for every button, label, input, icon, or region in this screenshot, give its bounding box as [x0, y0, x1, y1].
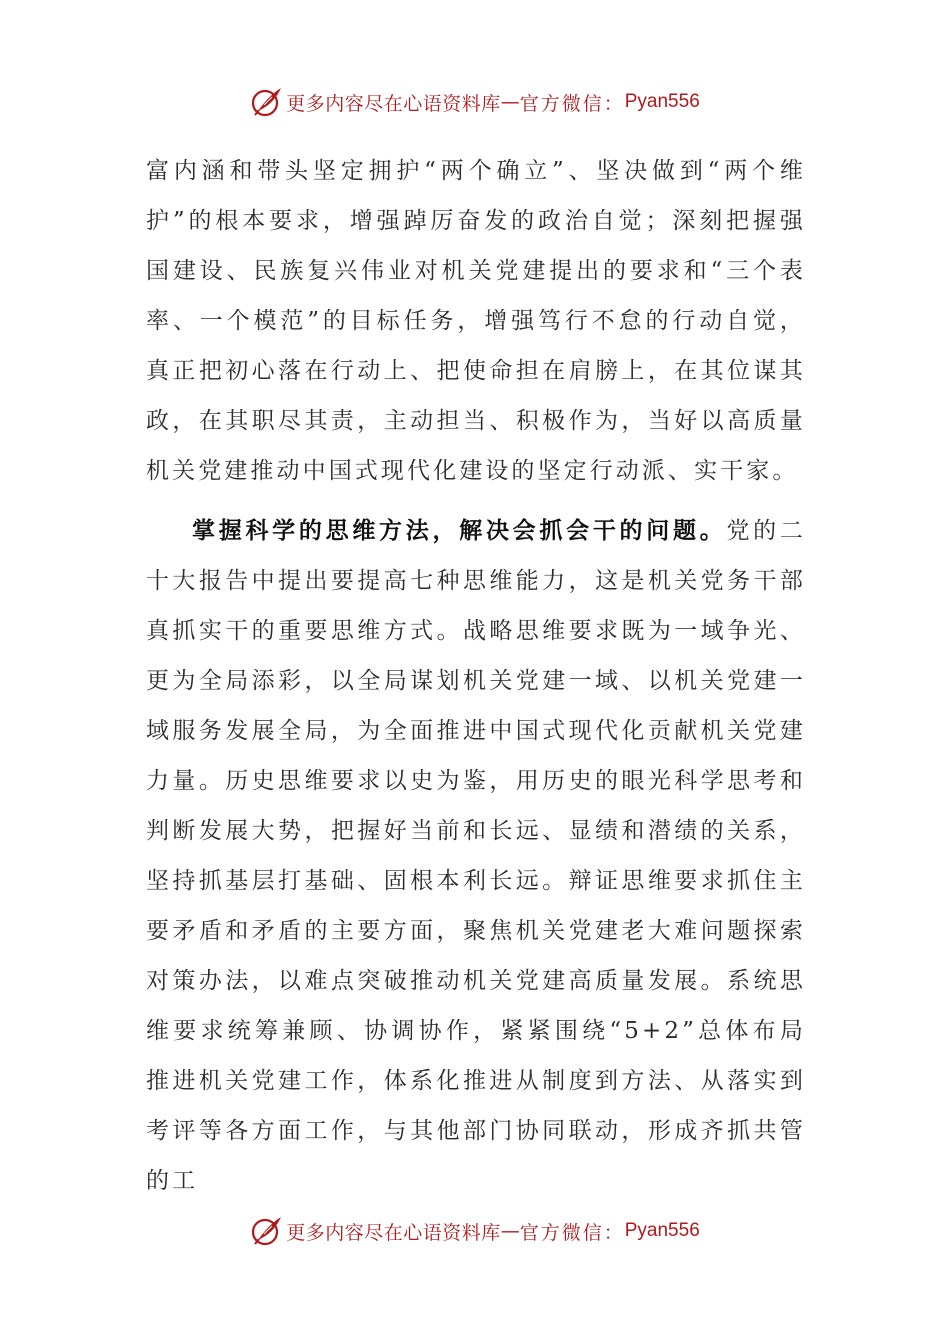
paragraph — [146, 146, 806, 496]
banner-site-text: 更多内容尽在心语资料库 — [286, 1221, 501, 1244]
header-banner — [0, 82, 950, 122]
paragraph-lead: 掌握科学的思维方法，解决会抓会干的问题。 — [192, 517, 727, 544]
feather-pen-logo-icon — [250, 85, 284, 119]
document-body — [146, 146, 806, 1206]
banner-wechat-id: Pyan556 — [624, 91, 700, 112]
banner-wechat-label: 官方微信： — [519, 92, 625, 115]
banner-separator: — — [500, 1220, 520, 1242]
feather-pen-logo-icon — [250, 1214, 284, 1248]
paragraph-text: 富内涵和带头坚定拥护“两个确立”、坚决做到“两个维护”的根本要求，增强踔厉奋发的政治自觉；深刻把握强国建设、民族复兴伟业对机关党建提出的要求和“三个表率、一个模范”的目标任务，增强笃行不怠的行动自觉，真正把初心落在行动上、把使命担在肩膀上，在其位谋其政，在其职尽其责，主动担当、积极作为，当好以高质量机关党建推动中国式现代化建设的坚定行动派、实干家。 — [146, 158, 806, 484]
paragraph-text: 党的二十大报告中提出要提高七种思维能力，这是机关党务干部真抓实干的重要思维方式。战略思维要求既为一域争光、更为全局添彩，以全局谋划机关党建一域、以机关党建一域服务发展全局，为全面推进中国式现代化贡献机关党建力量。历史思维要求以史为鉴，用历史的眼光科学思考和判断发展大势，把握好当前和长远、显绩和潜绩的关系，坚持抓基层打基础、固根本利长远。辩证思维要求抓住主要矛盾和矛盾的主要方面，聚焦机关党建老大难问题探索对策办法，以难点突破推动机关党建高质量发展。系统思维要求统筹兼顾、协调协作，紧紧围绕“5+2”总体布局推进机关党建工作，体系化推进从制度到方法、从落实到考评等各方面工作，与其他部门协同联动，形成齐抓共管的工 — [146, 518, 806, 1194]
paragraph — [146, 506, 806, 1206]
footer-banner — [0, 1211, 950, 1251]
banner-separator: — — [500, 91, 520, 113]
banner-wechat-id: Pyan556 — [624, 1220, 700, 1241]
banner-site-text: 更多内容尽在心语资料库 — [286, 92, 501, 115]
banner-wechat-label: 官方微信： — [519, 1221, 625, 1244]
